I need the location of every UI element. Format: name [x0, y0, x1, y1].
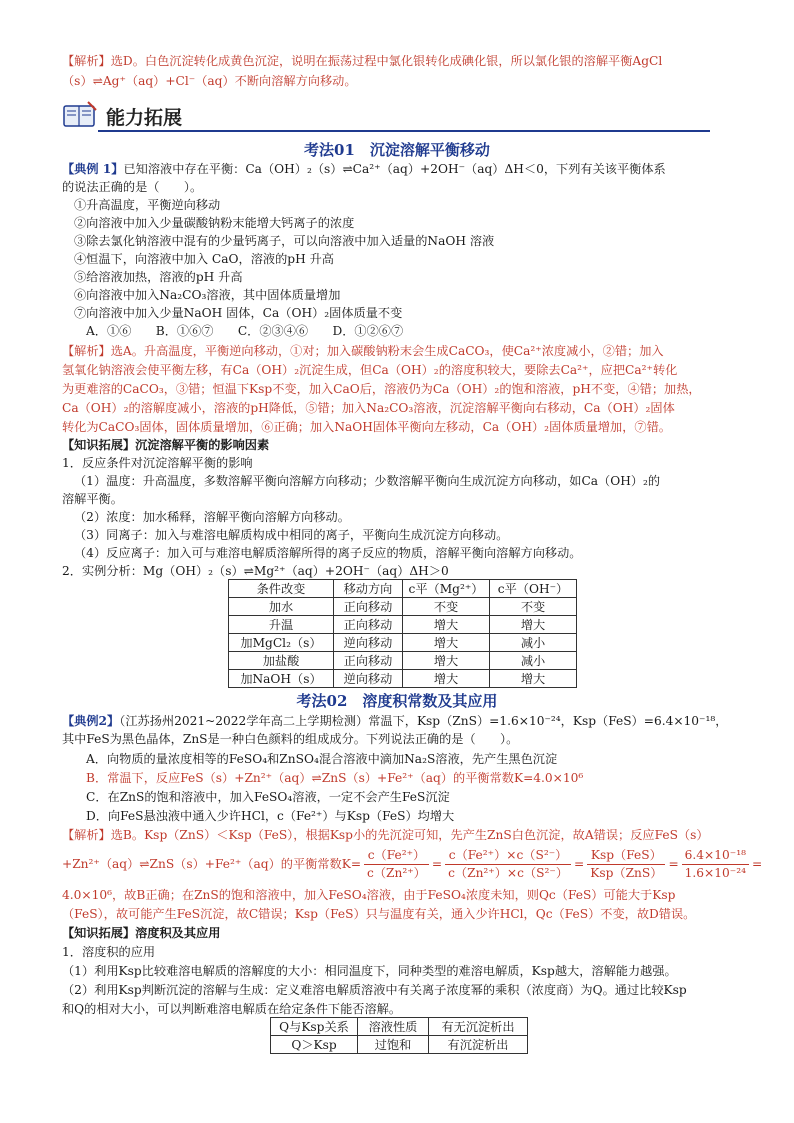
method2-title: 考法02 溶度积常数及其应用 — [296, 692, 498, 710]
knowledge2-item: （1）利用Ksp比较难溶电解质的溶解度的大小：相同温度下，同种类型的难溶电解质，Ksp越大，溶解能力越强。 — [62, 964, 677, 978]
knowledge1-item: （3）同离子：加入与难溶电解质构成中相同的离子，平衡向生成沉淀方向移动。 — [74, 528, 509, 542]
table-row — [271, 1036, 528, 1054]
fraction-1 — [364, 847, 429, 882]
fraction-3 — [587, 847, 665, 882]
table-header-cell: c平（OH⁻） — [490, 580, 577, 598]
example2-stem1: （江苏扬州2021~2022学年高二上学期检测）常温下，Ksp（ZnS）=1.6×10⁻²⁴，Ksp（FeS）=6.4×10⁻¹⁸， — [119, 714, 728, 728]
table-cell: 加MgCl₂（s） — [229, 634, 334, 652]
example1-option: ⑦向溶液中加入少量NaOH 固体，Ca（OH）₂固体质量不变 — [74, 306, 403, 320]
table-cell: 升温 — [229, 616, 334, 634]
table-header-cell: 有无沉淀析出 — [429, 1018, 528, 1036]
table-header-cell: c平（Mg²⁺） — [403, 580, 490, 598]
example1-option: ②向溶液中加入少量碳酸钠粉末能增大钙离子的浓度 — [74, 216, 355, 230]
analysis-top-line2: （s）⇌Ag⁺（aq）+Cl⁻（aq）不断向溶解方向移动。 — [62, 74, 357, 88]
fraction-numerator: 6.4×10⁻¹⁸ — [682, 847, 749, 865]
table-cell: 减小 — [490, 652, 577, 670]
example2-option-d: D．向FeS悬浊液中通入少许HCl，c（Fe²⁺）与Ksp（FeS）均增大 — [86, 809, 455, 823]
table-header-cell: 条件改变 — [229, 580, 334, 598]
knowledge1-item: （2）浓度：加水稀释，溶解平衡向溶解方向移动。 — [74, 510, 350, 524]
table-header-cell: 溶液性质 — [358, 1018, 429, 1036]
table-cell: 加NaOH（s） — [229, 670, 334, 688]
example1-analysis: Ca（OH）₂的溶解度减小，溶液的pH降低，⑤错；加入Na₂CO₃溶液，沉淀溶解平衡向右移动，Ca（OH）₂固体 — [62, 401, 675, 415]
knowledge1-item: 2．实例分析：Mg（OH）₂（s）⇌Mg²⁺（aq）+2OH⁻（aq）ΔH＞0 — [62, 564, 449, 578]
table-cell: 增大 — [490, 616, 577, 634]
table-cell: 正向移动 — [334, 616, 403, 634]
mg-oh2-table — [228, 579, 577, 688]
example1-option: ③除去氯化钠溶液中混有的少量钙离子，可以向溶液中加入适量的NaOH 溶液 — [74, 234, 495, 248]
knowledge2-item: （2）利用Ksp判断沉淀的溶解与生成：定义难溶电解质溶液中有关离子浓度幂的乘积（浓度商）为Q。通过比较Ksp — [62, 983, 687, 997]
example2-analysis-line4: （FeS），故可能产生FeS沉淀，故C错误；Ksp（FeS）只与温度有关，通入少许HCl，Qc（FeS）不变，故D错误。 — [62, 907, 696, 921]
fraction-4 — [682, 847, 749, 882]
table-row — [229, 598, 577, 616]
example2-option-b: B．常温下，反应FeS（s）+Zn²⁺（aq）⇌ZnS（s）+Fe²⁺（aq）的平衡常数K=4.0×10⁶ — [86, 771, 584, 785]
fraction-numerator: Ksp（FeS） — [587, 847, 665, 865]
example1-option: ⑥向溶液中加入Na₂CO₃溶液，其中固体质量增加 — [74, 288, 341, 302]
book-icon — [62, 100, 98, 130]
example1-stem2: 的说法正确的是（ ）。 — [62, 180, 203, 194]
example1-option: ④恒温下，向溶液中加入 CaO，溶液的pH 升高 — [74, 252, 334, 266]
equation-prefix: +Zn²⁺（aq）⇌ZnS（s）+Fe²⁺（aq）的平衡常数K= — [62, 857, 362, 871]
table-row — [229, 580, 577, 598]
ability-heading-bar — [60, 100, 710, 134]
table-header-cell: 移动方向 — [334, 580, 403, 598]
knowledge2-item: 和Q的相对大小，可以判断难溶电解质在给定条件下能否溶解。 — [62, 1002, 402, 1016]
table-cell: 逆向移动 — [334, 634, 403, 652]
table-cell: 增大 — [403, 616, 490, 634]
ksp-q-table — [270, 1017, 528, 1054]
table-cell: 逆向移动 — [334, 670, 403, 688]
table-row — [229, 616, 577, 634]
table-row — [229, 652, 577, 670]
knowledge1-item: （1）温度：升高温度，多数溶解平衡向溶解方向移动；少数溶解平衡向生成沉淀方向移动，如Ca（OH）₂的 — [74, 474, 661, 488]
example1-option: ①升高温度，平衡逆向移动 — [74, 198, 221, 212]
knowledge2-title: 【知识拓展】溶度积及其应用 — [62, 926, 221, 940]
table-cell: Q＞Ksp — [271, 1036, 358, 1054]
fraction-denominator: c（Zn²⁺）×c（S²⁻） — [448, 866, 569, 880]
example1-stem-line1 — [62, 160, 754, 178]
fraction-denominator: c（Zn²⁺） — [367, 866, 426, 880]
table-cell: 不变 — [403, 598, 490, 616]
example1-analysis: 【解析】选A。升高温度，平衡逆向移动，①对；加入碳酸钠粉末会生成CaCO₃，使Ca²⁺浓度减小，②错；加入 — [62, 344, 664, 358]
table-row — [229, 634, 577, 652]
example2-option-a: A．向物质的量浓度相等的FeSO₄和ZnSO₄混合溶液中滴加Na₂S溶液，先产生黑色沉淀 — [86, 752, 558, 766]
fraction-denominator: 1.6×10⁻²⁴ — [684, 866, 746, 880]
knowledge1-item: 1．反应条件对沉淀溶解平衡的影响 — [62, 456, 253, 470]
table-cell: 减小 — [490, 634, 577, 652]
table-cell: 加盐酸 — [229, 652, 334, 670]
method1-title: 考法01 沉淀溶解平衡移动 — [304, 141, 490, 159]
example1-stem1: 已知溶液中存在平衡：Ca（OH）₂（s）⇌Ca²⁺（aq）+2OH⁻（aq）ΔH＜0，下列有关该平衡体系 — [123, 162, 666, 176]
knowledge1-item: （4）反应离子：加入可与难溶电解质溶解所得的离子反应的物质，溶解平衡向溶解方向移动。 — [74, 546, 582, 560]
knowledge1-item: 溶解平衡。 — [62, 492, 123, 506]
table-row — [271, 1018, 528, 1036]
table-cell: 不变 — [490, 598, 577, 616]
table-cell: 增大 — [403, 634, 490, 652]
table-cell: 增大 — [490, 670, 577, 688]
example1-option: ⑤给溶液加热，溶液的pH 升高 — [74, 270, 243, 284]
example2-analysis-line1: 【解析】选B。Ksp（ZnS）＜Ksp（FeS），根据Ksp小的先沉淀可知，先产生ZnS白色沉淀，故A错误；反应FeS（s） — [62, 828, 709, 842]
knowledge1-title: 【知识拓展】沉淀溶解平衡的影响因素 — [62, 438, 270, 452]
table-cell: 正向移动 — [334, 652, 403, 670]
fraction-numerator: c（Fe²⁺）×c（S²⁻） — [445, 847, 571, 865]
example2-analysis-equation: +Zn²⁺（aq）⇌ZnS（s）+Fe²⁺（aq）的平衡常数K= $\frac{\text{c（Fe²⁺）}}{\text{c（Zn²⁺）}}$ = $\frac{\text{c（Fe²⁺）×c（S²⁻）}}{\text{c（Zn²⁺）×c（S²⁻）}}$ = $\frac{\text{Ksp（FeS）}}{\text{Ksp（ZnS）}}$ = $\frac{\text{6.4×10⁻¹⁸}}{\text{1.6×10⁻²⁴}}$ = — [62, 848, 763, 880]
table-cell: 加水 — [229, 598, 334, 616]
table-header-cell: Q与Ksp关系 — [271, 1018, 358, 1036]
analysis-top-line1: 【解析】选D。白色沉淀转化成黄色沉淀，说明在振荡过程中氯化银转化成碘化银，所以氯化银的溶解平衡AgCl — [62, 54, 663, 68]
table-cell: 增大 — [403, 670, 490, 688]
table-cell: 有沉淀析出 — [429, 1036, 528, 1054]
example1-analysis: 为更难溶的CaCO₃，③错；恒温下Ksp不变，加入CaO后，溶液仍为Ca（OH）₂的饱和溶液，pH不变，④错；加热， — [62, 382, 701, 396]
example2-option-c: C．在ZnS的饱和溶液中，加入FeSO₄溶液，一定不会产生FeS沉淀 — [86, 790, 450, 804]
table-cell: 正向移动 — [334, 598, 403, 616]
example2-stem2: 其中FeS为黑色晶体，ZnS是一种白色颜料的组成成分。下列说法正确的是（ ）。 — [62, 732, 519, 746]
table-cell: 增大 — [403, 652, 490, 670]
example1-label: 【典例 1】 — [62, 162, 124, 176]
example1-choices: A．①⑥ B．①⑥⑦ C．②③④⑥ D．①②⑥⑦ — [86, 324, 404, 338]
ability-heading-title: 能力拓展 — [106, 107, 183, 129]
example2-stem-line1 — [62, 712, 754, 730]
table-row — [229, 670, 577, 688]
heading-rule — [98, 130, 710, 132]
knowledge2-item: 1．溶度积的应用 — [62, 945, 156, 959]
example1-analysis: 氢氧化钠溶液会使平衡左移，有Ca（OH）₂沉淀生成，但Ca（OH）₂的溶度积较大，要除去Ca²⁺，应把Ca²⁺转化 — [62, 363, 678, 377]
fraction-denominator: Ksp（ZnS） — [590, 866, 663, 880]
example2-label: 【典例2】 — [62, 714, 120, 728]
fraction-2 — [445, 847, 571, 882]
example1-analysis: 转化为CaCO₃固体，固体质量增加，⑥正确；加入NaOH固体平衡向左移动，Ca（OH）₂固体质量增加，⑦错。 — [62, 420, 671, 434]
example2-analysis-line3: 4.0×10⁶，故B正确；在ZnS的饱和溶液中，加入FeSO₄溶液，由于FeSO₄浓度未知，则Qc（FeS）可能大于Ksp — [62, 888, 676, 902]
table-cell: 过饱和 — [358, 1036, 429, 1054]
fraction-numerator: c（Fe²⁺） — [364, 847, 429, 865]
